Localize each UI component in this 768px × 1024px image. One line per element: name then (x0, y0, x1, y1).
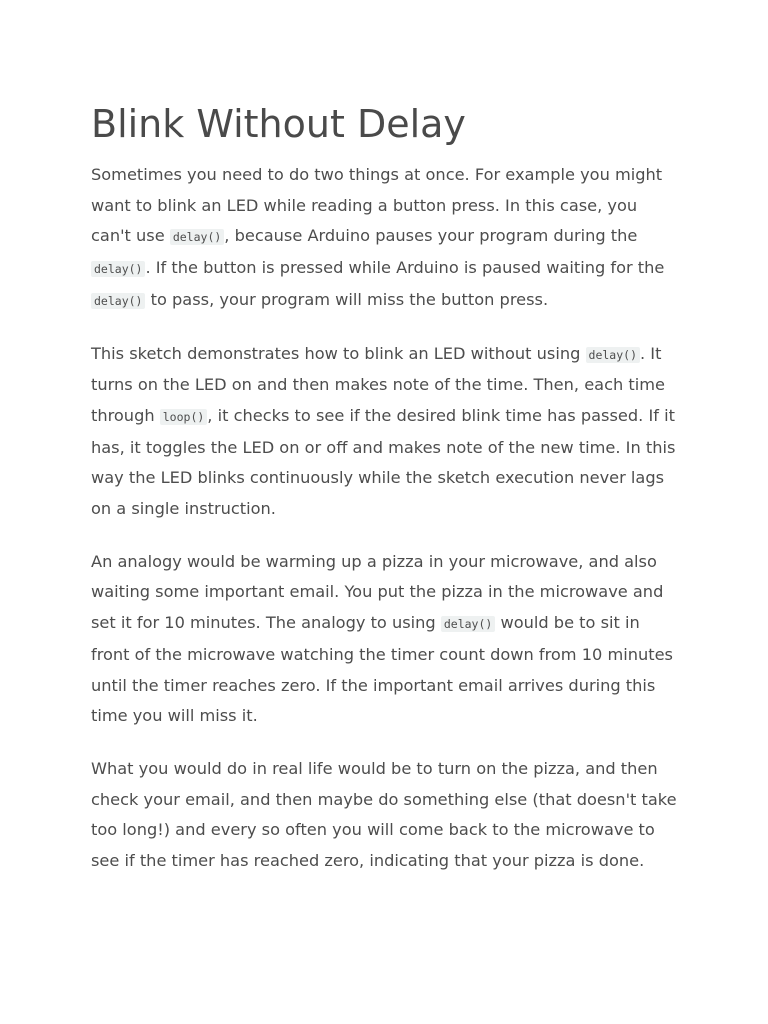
paragraph-intro (91, 160, 681, 317)
code-delay: delay() (441, 616, 495, 632)
paragraph-text: . If the button is pressed while Arduino is paused waiting for the (145, 258, 665, 278)
paragraph-text: This sketch demonstrates how to blink an LED without using (91, 343, 586, 363)
paragraph-text: An analogy would be warming up a pizza in your microwave, and also waiting some important email. You put the pizza in the microwave and set it for 10 minutes. The analogy to using (91, 551, 664, 633)
code-loop: loop() (160, 409, 208, 425)
code-delay: delay() (91, 261, 145, 277)
paragraph-analogy (91, 547, 681, 732)
article (91, 96, 681, 899)
paragraph-text: Sometimes you need to do two things at once. For example you might want to blink an LED while reading a button press. In this case, you can't use (91, 165, 663, 246)
page-title: Blink Without Delay (91, 102, 466, 146)
paragraph-text: , because Arduino pauses your program during the (224, 226, 638, 246)
code-delay: delay() (170, 229, 224, 245)
paragraph-text: would be to sit in front of the microwave watching the timer count down from 10 minutes until the timer reaches zero. If the important email arrives during this time you will miss it. (91, 613, 673, 726)
code-delay: delay() (586, 347, 640, 363)
paragraph-text: to pass, your program will miss the button press. (145, 289, 549, 309)
code-delay: delay() (91, 293, 145, 309)
paragraph-real-life (91, 754, 681, 877)
paragraph-sketch (91, 339, 681, 525)
paragraph-text: . It turns on the LED on and then makes note of the time. Then, each time through (91, 343, 665, 425)
paragraph-text: , it checks to see if the desired blink time has passed. If it has, it toggles the LED on or off and makes note of the new time. In this way the LED blinks continuously while the sketch execution never lags on a single instruction. (91, 405, 676, 519)
paragraph-text: What you would do in real life would be to turn on the pizza, and then check your email, and then maybe do something else (that doesn't take too long!) and every so often you will come back to the microwave to see if the timer has reached zero, indicating that your pizza is done. (91, 758, 677, 871)
